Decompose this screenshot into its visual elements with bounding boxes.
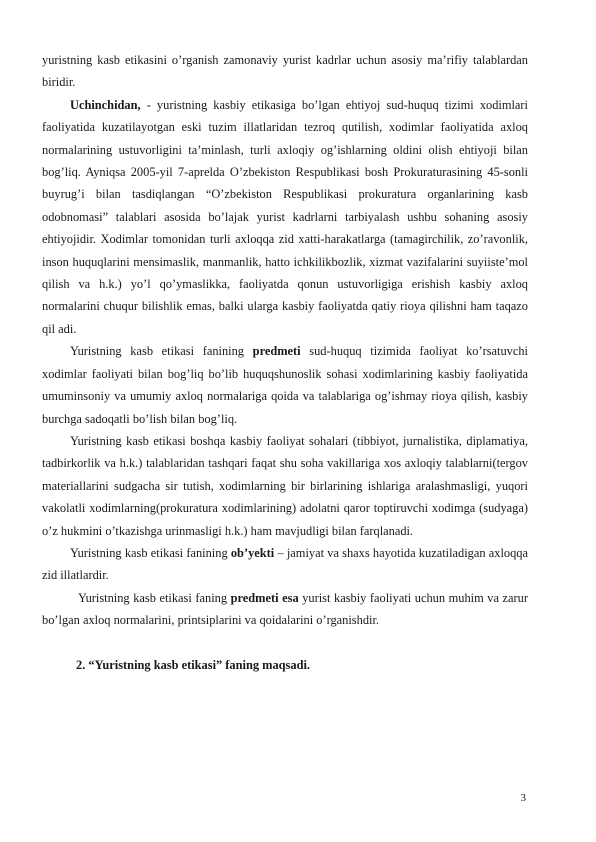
paragraph-predmeti-esa <box>42 587 528 632</box>
page-number: 3 <box>520 792 526 804</box>
paragraph-text-before: Yuristning kasb etikasi faning <box>78 590 231 605</box>
paragraph-uchinchidan <box>42 94 528 340</box>
paragraph-text-before: Yuristning kasb etikasi fanining <box>70 344 253 359</box>
paragraph-text: Yuristning kasb etikasi boshqa kasbiy faoliyat sohalari (tibbiyot, jurnalistika, diplamatiya, tadbirkorlik va h.k.) talablaridan tashqari faqat shu soha vakillariga xos axloqiy talablarni(tergov materiallarini sudgacha sir tutish, xodimlarning bir birlarining ishlariga aralashmasligi, yuqori vakolatli xodimlarning(prokuratura xodimlarining) adolatni qaror toptiruvchi xodimga (sudyaga) o’z hukmini o’tkazishga urinmasligi h.k.) ham mavjudligi bilan farqlanadi. <box>42 433 528 538</box>
paragraph-text-after: yurist kasbiy faoliyati uchun muhim va zarur bo’lgan axloq normalarini, printsiplarini va qoidalarini o’rganishdir. <box>42 590 528 628</box>
paragraph-lead: Uchinchidan, <box>70 97 141 112</box>
paragraph-text: yuristning kasb etikasini o’rganish zamonaviy yurist kadrlar uchun asosiy ma’rifiy talablardan biridir. <box>42 53 528 90</box>
paragraph-intro <box>42 49 528 94</box>
section-heading: 2. “Yuristning kasb etikasi” faning maqsadi. <box>76 657 310 672</box>
paragraph-text-before: Yuristning kasb etikasi fanining <box>70 545 231 560</box>
paragraph-bold-term: predmeti esa <box>230 590 299 605</box>
paragraph-text-after: sud-huquq tizimida faoliyat ko’rsatuvchi xodimlar faoliyati bilan bog’liq bo’lib huquqshunoslik sohasi xodimlarining kasbiy faoliyatida umuminsoniy va umumiy axloq normalariga qoida va talablariga og’ishmay rioya qilish, kasbiy burchga sadoqatli bo’lish bilan bog’liq. <box>42 344 529 426</box>
paragraph-bold-term: ob’yekti <box>230 545 275 560</box>
paragraph-differences <box>42 430 528 542</box>
paragraph-bold-term: predmeti <box>252 344 301 359</box>
document-page <box>42 49 528 676</box>
paragraph-predmeti <box>42 340 528 430</box>
paragraph-text: - yuristning kasbiy etikasiga bo’lgan ehtiyoj sud-huquq tizimi xodimlari faoliyatida kuzatilayotgan eski tuzim illatlaridan tezroq qutilish, xodimlar faoliyatida axloq normalarining ustuvorligini ta’minlash, turli axloqiy og’ishlarning oldini olish ehtiyoji bilan bog’liq. Ayniqsa 2005-yil 7-aprelda O’zbekiston Respublikasi bosh Prokuraturasining 45-sonli buyrug’i bilan tasdiqlangan “O’zbekiston Respublikasi prokuratura organlarining kasb odobnomasi” talablari asosida bo’lajak yurist kadrlarni tarbiyalash ushbu sohaning asosiy ehtiyojidir. Xodimlar tomonidan turli axloqqa zid xatti-harakatlarga (tamagirchilik, zo’ravonlik, inson huquqlarini mensimaslik, manmanlik, hatto ichkilikbozlik, xizmat vazifalarini suyiiste’mol qilish va h.k.) yo’l qo’ymaslikka, faoliyatda qonun ustuvorligiga erishish kasbiy axloq normalarini chuqur bilishlik emas, balki ularga kasbiy faoliyatda qatiy rioya qilishni ham taqazo qil adi. <box>42 97 528 336</box>
paragraph-text-after: – jamiyat va shaxs hayotida kuzatiladigan axloqqa zid illatlardir. <box>42 545 528 583</box>
paragraph-obyekti <box>42 542 528 587</box>
